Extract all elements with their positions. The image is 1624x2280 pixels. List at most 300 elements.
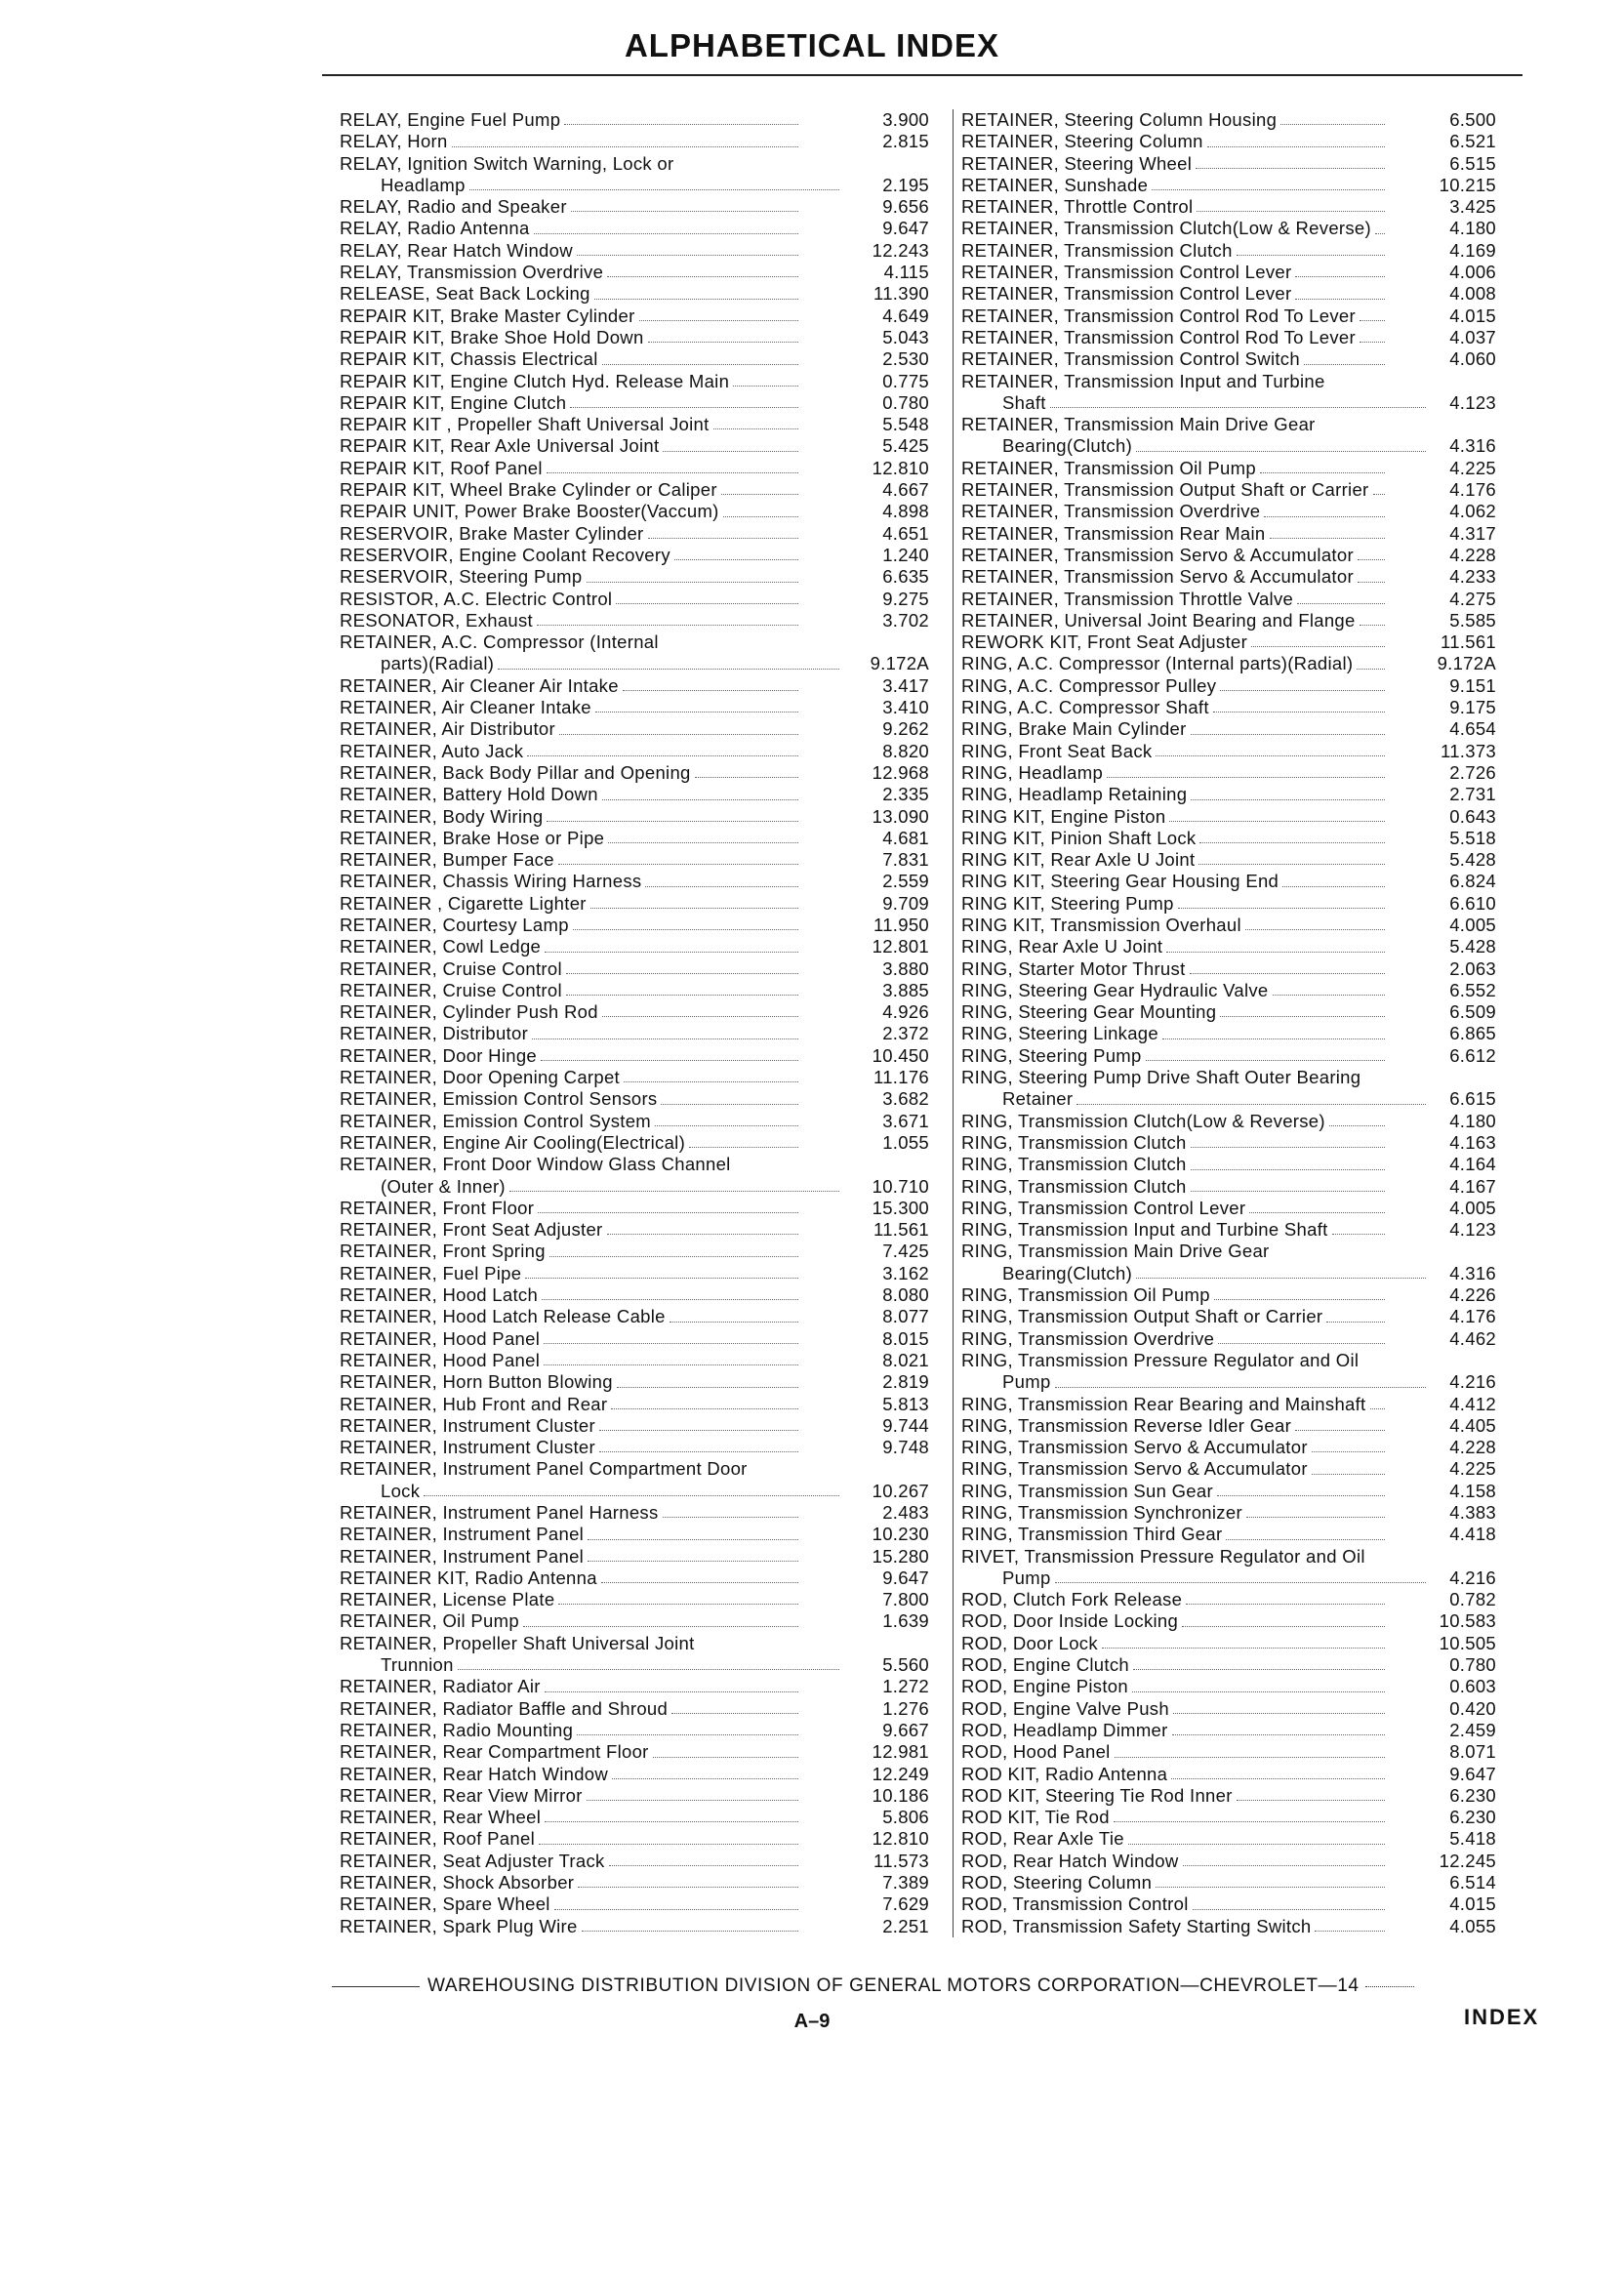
entry-page-number: 2.459 (1449, 1719, 1496, 1740)
leader-dots (607, 276, 798, 277)
leader-dots (1246, 1517, 1385, 1518)
index-entry (961, 675, 1496, 697)
entry-text: RETAINER, Steering Column Housing (961, 109, 1278, 130)
entry-text: RETAINER, Front Spring (340, 1241, 546, 1262)
index-entry (340, 718, 929, 740)
leader-dots (607, 1234, 798, 1235)
entry-page-number: 4.316 (1449, 435, 1496, 457)
entry-page-number: 4.060 (1449, 348, 1496, 370)
index-entry (340, 675, 929, 697)
leader-dots (1191, 799, 1385, 800)
entry-page-number: 2.726 (1449, 761, 1496, 783)
leader-dots (1280, 124, 1385, 125)
entry-page-number: 5.806 (882, 1807, 929, 1828)
index-entry (961, 1610, 1496, 1632)
entry-text: ROD, Hood Panel (961, 1741, 1111, 1763)
entry-text: RING, Transmission Clutch (961, 1175, 1187, 1197)
index-entry (340, 240, 929, 262)
entry-page-number: 15.280 (872, 1545, 929, 1567)
index-entry (340, 958, 929, 980)
leader-dots (558, 864, 798, 865)
index-entry (340, 153, 929, 197)
leader-dots (424, 1495, 839, 1496)
entry-page-number: 11.373 (1440, 740, 1496, 761)
entry-text: RETAINER, Rear Hatch Window (340, 1763, 609, 1784)
leader-dots (1183, 1865, 1386, 1866)
entry-page-number: 3.425 (1449, 196, 1496, 218)
entry-text: RING, A.C. Compressor Shaft (961, 697, 1209, 718)
entry-text: RETAINER, Door Hinge (340, 1044, 538, 1066)
entry-page-number: 4.216 (1449, 1371, 1496, 1393)
leader-dots (1115, 1757, 1385, 1758)
leader-dots (713, 428, 798, 429)
leader-dots (1191, 734, 1385, 735)
index-entry (961, 1176, 1496, 1198)
entry-page-number: 6.610 (1449, 892, 1496, 914)
entry-text: RESERVOIR, Engine Coolant Recovery (340, 544, 670, 565)
entry-text: RING KIT, Rear Axle U Joint (961, 849, 1196, 871)
entry-page-number: 4.005 (1449, 914, 1496, 935)
leader-dots (1190, 973, 1385, 974)
entry-page-number: 2.819 (882, 1371, 929, 1393)
leader-dots (1370, 1408, 1385, 1409)
footer-dash (332, 1986, 420, 1987)
entry-page-number: 8.077 (882, 1306, 929, 1327)
leader-dots (674, 559, 798, 560)
entry-page-number: 2.731 (1449, 784, 1496, 805)
leader-dots (1217, 1495, 1385, 1496)
index-entry (340, 1785, 929, 1807)
index-entry (961, 1807, 1496, 1828)
entry-page-number: 5.425 (882, 435, 929, 457)
index-entry (961, 458, 1496, 479)
entry-page-number: 9.647 (882, 1567, 929, 1588)
index-entry (340, 762, 929, 784)
entry-text: RETAINER, Hood Panel (340, 1349, 541, 1370)
entry-text: RETAINER, Horn Button Blowing (340, 1371, 613, 1393)
index-entry (961, 175, 1496, 196)
leader-dots (1226, 1539, 1385, 1540)
entry-text: ROD, Rear Hatch Window (961, 1850, 1179, 1871)
entry-text: RETAINER, Spare Wheel (340, 1893, 550, 1915)
leader-dots (689, 1147, 798, 1148)
index-entry (340, 523, 929, 545)
leader-dots (1198, 864, 1385, 865)
entry-text: RING, Transmission Rear Bearing and Mainshaft (961, 1393, 1366, 1414)
leader-dots (602, 364, 798, 365)
index-entry (961, 697, 1496, 718)
entry-page-number: 7.389 (882, 1872, 929, 1893)
index-entry (961, 631, 1496, 653)
leader-dots (452, 146, 798, 147)
index-entry (961, 980, 1496, 1001)
footer-dots (1365, 1986, 1414, 1987)
index-entry (340, 1284, 929, 1306)
entry-page-number: 2.483 (882, 1502, 929, 1523)
index-entry (961, 741, 1496, 762)
index-entry (340, 980, 929, 1001)
entry-page-number: 4.412 (1449, 1393, 1496, 1414)
entry-text: REWORK KIT, Front Seat Adjuster (961, 631, 1248, 653)
entry-text: RETAINER, Cruise Control (340, 957, 562, 979)
entry-page-number: 4.233 (1449, 566, 1496, 588)
entry-page-number: 9.647 (1449, 1763, 1496, 1784)
entry-text: RETAINER, Instrument Cluster (340, 1414, 595, 1436)
entry-continuation: Lock (381, 1480, 421, 1501)
index-entry (961, 371, 1496, 415)
leader-dots (1207, 146, 1385, 147)
index-entry (340, 1415, 929, 1437)
entry-page-number: 7.831 (882, 849, 929, 871)
index-entry (340, 1394, 929, 1415)
leader-dots (547, 821, 798, 822)
leader-dots (1237, 255, 1385, 256)
entry-page-number: 4.462 (1449, 1327, 1496, 1349)
entry-page-number: 6.612 (1449, 1044, 1496, 1066)
index-entry (961, 1872, 1496, 1893)
leader-dots (570, 407, 798, 408)
entry-text: RETAINER, A.C. Compressor (Internal (340, 631, 659, 653)
leader-dots (458, 1669, 839, 1670)
entry-text: RING, Rear Axle U Joint (961, 936, 1163, 957)
entry-text: RETAINER, Battery Hold Down (340, 784, 598, 805)
entry-text: RETAINER, Fuel Pipe (340, 1262, 522, 1283)
leader-dots (1312, 1474, 1385, 1475)
index-entry (340, 631, 929, 675)
leader-dots (1214, 1299, 1385, 1300)
leader-dots (663, 451, 798, 452)
leader-dots (1156, 755, 1385, 756)
index-entry (961, 414, 1496, 458)
index-entry (340, 893, 929, 915)
entry-continuation: Bearing(Clutch) (1002, 435, 1133, 457)
leader-dots (469, 189, 839, 190)
leader-dots (670, 1322, 798, 1323)
entry-text: RING, Transmission Main Drive Gear (961, 1241, 1270, 1262)
entry-page-number: 2.063 (1449, 957, 1496, 979)
entry-text: RETAINER, Propeller Shaft Universal Joint (340, 1632, 695, 1653)
index-entry (340, 1088, 929, 1110)
entry-page-number: 6.635 (882, 566, 929, 588)
entry-page-number: 5.043 (882, 326, 929, 347)
index-entry (340, 1568, 929, 1589)
entry-text: RING, Transmission Clutch (961, 1131, 1187, 1153)
index-entry (961, 1306, 1496, 1327)
leader-dots (1050, 407, 1426, 408)
index-entry (961, 1001, 1496, 1023)
entry-text: RELAY, Engine Fuel Pump (340, 109, 561, 130)
index-column-right (953, 109, 1496, 1937)
entry-text: ROD, Rear Axle Tie (961, 1828, 1124, 1850)
entry-page-number: 0.780 (882, 391, 929, 413)
entry-page-number: 10.583 (1439, 1610, 1496, 1632)
entry-text: RING, Transmission Control Lever (961, 1197, 1246, 1218)
entry-text: RETAINER, Air Distributor (340, 718, 555, 740)
leader-dots (545, 1821, 798, 1822)
entry-text: RING, Steering Pump (961, 1044, 1142, 1066)
leader-dots (721, 494, 798, 495)
entry-text: RING, Transmission Third Gear (961, 1524, 1223, 1545)
leader-dots (602, 799, 798, 800)
leader-dots (1055, 1582, 1426, 1583)
entry-text: RESERVOIR, Brake Master Cylinder (340, 522, 644, 544)
leader-dots (1245, 929, 1385, 930)
entry-text: RETAINER KIT, Radio Antenna (340, 1567, 597, 1588)
section-label: INDEX (1464, 2005, 1540, 2029)
leader-dots (602, 1016, 798, 1017)
entry-text: ROD KIT, Radio Antenna (961, 1763, 1168, 1784)
leader-dots (1220, 690, 1385, 691)
entry-text: REPAIR KIT, Chassis Electrical (340, 348, 598, 370)
entry-text: RETAINER, Transmission Throttle Valve (961, 588, 1294, 609)
entry-page-number: 3.682 (882, 1088, 929, 1110)
index-entry (340, 1241, 929, 1262)
index-entry (340, 414, 929, 435)
page-title: ALPHABETICAL INDEX (624, 27, 1000, 63)
entry-text: RETAINER, Roof Panel (340, 1828, 535, 1850)
entry-text: RETAINER, Radio Mounting (340, 1719, 574, 1740)
entry-text: RELAY, Radio and Speaker (340, 196, 567, 218)
entry-text: RETAINER, Oil Pump (340, 1610, 519, 1632)
footer-text: WAREHOUSING DISTRIBUTION DIVISION OF GENERAL MOTORS CORPORATION—CHEVROLET—14 (427, 1975, 1360, 1996)
leader-dots (1172, 1734, 1385, 1735)
leader-dots (663, 1517, 798, 1518)
leader-dots (538, 1212, 798, 1213)
leader-dots (1273, 995, 1386, 996)
index-entry (340, 1350, 929, 1371)
entry-text: RETAINER, Throttle Control (961, 196, 1194, 218)
entry-page-number: 0.782 (1449, 1589, 1496, 1610)
index-entry (340, 1828, 929, 1850)
index-entry (961, 610, 1496, 631)
entry-text: ROD KIT, Tie Rod (961, 1807, 1110, 1828)
entry-text: RETAINER, Air Cleaner Air Intake (340, 674, 619, 696)
entry-text: RING, Brake Main Cylinder (961, 718, 1187, 740)
entry-text: REPAIR KIT, Wheel Brake Cylinder or Caliper (340, 479, 717, 501)
entry-page-number: 4.654 (1449, 718, 1496, 740)
index-entry (340, 1807, 929, 1828)
index-entry (961, 131, 1496, 152)
entry-text: ROD, Door Inside Locking (961, 1610, 1179, 1632)
index-entry (340, 501, 929, 522)
entry-text: RING, Steering Linkage (961, 1023, 1158, 1044)
index-entry (961, 958, 1496, 980)
entry-text: RETAINER, Rear View Mirror (340, 1784, 583, 1806)
entry-text: RETAINER, Rear Compartment Floor (340, 1741, 649, 1763)
entry-page-number: 10.710 (872, 1175, 929, 1197)
leader-dots (1191, 1191, 1385, 1192)
leader-dots (1182, 1626, 1385, 1627)
entry-text: REPAIR KIT, Engine Clutch (340, 391, 567, 413)
leader-dots (1173, 1713, 1385, 1714)
entry-continuation: Trunnion (381, 1654, 454, 1676)
entry-text: RING KIT, Pinion Shaft Lock (961, 827, 1197, 848)
index-entry (340, 1023, 929, 1044)
index-entry (340, 741, 929, 762)
entry-text: RETAINER, Transmission Control Switch (961, 348, 1300, 370)
entry-page-number: 8.021 (882, 1349, 929, 1370)
entry-page-number: 2.335 (882, 784, 929, 805)
entry-page-number: 11.573 (873, 1850, 929, 1871)
leader-dots (573, 929, 798, 930)
index-entry (340, 1219, 929, 1241)
leader-dots (1297, 603, 1385, 604)
entry-text: RING, Steering Gear Hydraulic Valve (961, 979, 1269, 1000)
entry-text: RETAINER, Rear Wheel (340, 1807, 542, 1828)
entry-page-number: 12.968 (872, 761, 929, 783)
index-entry (340, 371, 929, 392)
entry-page-number: 6.552 (1449, 979, 1496, 1000)
index-entry (340, 1328, 929, 1350)
entry-page-number: 3.880 (882, 957, 929, 979)
entry-text: RETAINER, Transmission Overdrive (961, 501, 1261, 522)
entry-text: RESISTOR, A.C. Electric Control (340, 588, 613, 609)
entry-page-number: 6.824 (1449, 871, 1496, 892)
entry-text: RETAINER, Transmission Control Rod To Lever (961, 305, 1356, 326)
index-entry (340, 545, 929, 566)
entry-text: ROD, Transmission Safety Starting Switch (961, 1915, 1312, 1936)
leader-dots (498, 669, 839, 670)
entry-text: RESONATOR, Exhaust (340, 609, 533, 631)
leader-dots (523, 1626, 798, 1627)
entry-page-number: 12.810 (872, 1828, 929, 1850)
entry-continuation: Bearing(Clutch) (1002, 1262, 1133, 1283)
entry-page-number: 4.176 (1449, 479, 1496, 501)
index-entry (340, 458, 929, 479)
leader-dots (1055, 1387, 1426, 1388)
entry-text: RETAINER, Universal Joint Bearing and Flange (961, 609, 1356, 631)
entry-text: RELAY, Ignition Switch Warning, Lock or (340, 152, 674, 174)
entry-page-number: 5.548 (882, 414, 929, 435)
entry-page-number: 2.251 (882, 1915, 929, 1936)
entry-text: RETAINER, Air Cleaner Intake (340, 697, 591, 718)
entry-page-number: 10.505 (1439, 1632, 1496, 1653)
entry-page-number: 4.015 (1449, 1893, 1496, 1915)
index-entry (340, 1132, 929, 1154)
index-entry (340, 392, 929, 414)
leader-dots (544, 1343, 798, 1344)
leader-dots (695, 777, 798, 778)
entry-page-number: 10.186 (872, 1784, 929, 1806)
entry-page-number: 8.015 (882, 1327, 929, 1349)
entry-page-number: 4.176 (1449, 1306, 1496, 1327)
index-entry (340, 218, 929, 239)
entry-page-number: 8.820 (882, 740, 929, 761)
leader-dots (1329, 1125, 1385, 1126)
entry-page-number: 15.300 (872, 1197, 929, 1218)
index-entry (340, 196, 929, 218)
entry-text: RELAY, Rear Hatch Window (340, 239, 573, 261)
entry-text: RING KIT, Steering Gear Housing End (961, 871, 1279, 892)
entry-continuation: (Outer & Inner) (381, 1175, 506, 1197)
leader-dots (1132, 1691, 1385, 1692)
index-entry (340, 1371, 929, 1393)
entry-text: RETAINER, Distributor (340, 1023, 529, 1044)
index-entry (340, 1764, 929, 1785)
index-entry (961, 1394, 1496, 1415)
index-entry (961, 1676, 1496, 1697)
leader-dots (588, 1539, 798, 1540)
leader-dots (624, 1081, 798, 1082)
entry-page-number: 6.230 (1449, 1784, 1496, 1806)
entry-text: RING, Transmission Input and Turbine Shaft (961, 1219, 1328, 1241)
entry-text: ROD, Headlamp Dimmer (961, 1719, 1168, 1740)
index-entry (340, 1676, 929, 1697)
entry-text: RETAINER, Transmission Servo & Accumulator (961, 566, 1354, 588)
entry-continuation: Retainer (1002, 1088, 1074, 1110)
index-entry (961, 589, 1496, 610)
index-entry (961, 1589, 1496, 1610)
entry-page-number: 5.560 (882, 1654, 929, 1676)
entry-page-number: 9.172A (870, 653, 929, 674)
leader-dots (1156, 1887, 1385, 1888)
index-entry (961, 1219, 1496, 1241)
index-entry (961, 153, 1496, 175)
leader-dots (532, 1038, 798, 1039)
entry-text: RETAINER, Front Door Window Glass Channel (340, 1154, 731, 1175)
index-entry (961, 1698, 1496, 1720)
entry-page-number: 3.417 (882, 674, 929, 696)
index-entry (961, 1045, 1496, 1067)
entry-text: RETAINER, Radiator Baffle and Shroud (340, 1697, 669, 1719)
entry-text: RETAINER, Cruise Control (340, 979, 562, 1000)
entry-text: RETAINER, Shock Absorber (340, 1872, 575, 1893)
entry-page-number: 12.810 (872, 457, 929, 478)
index-entry (340, 1111, 929, 1132)
leader-dots (648, 342, 798, 343)
index-entry (961, 1654, 1496, 1676)
entry-text: RING KIT, Steering Pump (961, 892, 1174, 914)
index-entry (340, 1524, 929, 1545)
index-entry (340, 1698, 929, 1720)
entry-page-number: 9.175 (1449, 697, 1496, 718)
leader-dots (1264, 516, 1385, 517)
entry-text: RELAY, Transmission Overdrive (340, 262, 604, 283)
entry-text: RETAINER , Cigarette Lighter (340, 892, 587, 914)
leader-dots (1169, 821, 1385, 822)
leader-dots (1166, 952, 1385, 953)
leader-dots (1136, 1278, 1426, 1279)
index-entry (961, 1415, 1496, 1437)
leader-dots (594, 299, 798, 300)
entry-text: RETAINER, Transmission Rear Main (961, 522, 1266, 544)
entry-page-number: 4.418 (1449, 1524, 1496, 1545)
leader-dots (609, 1865, 798, 1866)
entry-page-number: 9.262 (882, 718, 929, 740)
entry-page-number: 9.709 (882, 892, 929, 914)
entry-page-number: 0.775 (882, 370, 929, 391)
leader-dots (1282, 886, 1385, 887)
index-entry (961, 1328, 1496, 1350)
index-entry (340, 1263, 929, 1284)
entry-text: RING, Transmission Output Shaft or Carrier (961, 1306, 1323, 1327)
entry-text: RETAINER, Emission Control Sensors (340, 1088, 658, 1110)
entry-text: RETAINER, Spark Plug Wire (340, 1915, 578, 1936)
leader-dots (566, 973, 798, 974)
entry-text: REPAIR KIT , Propeller Shaft Universal Joint (340, 414, 710, 435)
entry-page-number: 6.230 (1449, 1807, 1496, 1828)
entry-page-number: 4.216 (1449, 1567, 1496, 1588)
leader-dots (1196, 168, 1385, 169)
index-entry (961, 1111, 1496, 1132)
entry-page-number: 10.215 (1439, 174, 1496, 195)
entry-page-number: 1.639 (882, 1610, 929, 1632)
entry-page-number: 6.515 (1449, 152, 1496, 174)
footer (332, 1975, 1513, 1997)
entry-text: ROD KIT, Steering Tie Rod Inner (961, 1784, 1233, 1806)
leader-dots (1107, 777, 1385, 778)
index-entry (961, 1284, 1496, 1306)
